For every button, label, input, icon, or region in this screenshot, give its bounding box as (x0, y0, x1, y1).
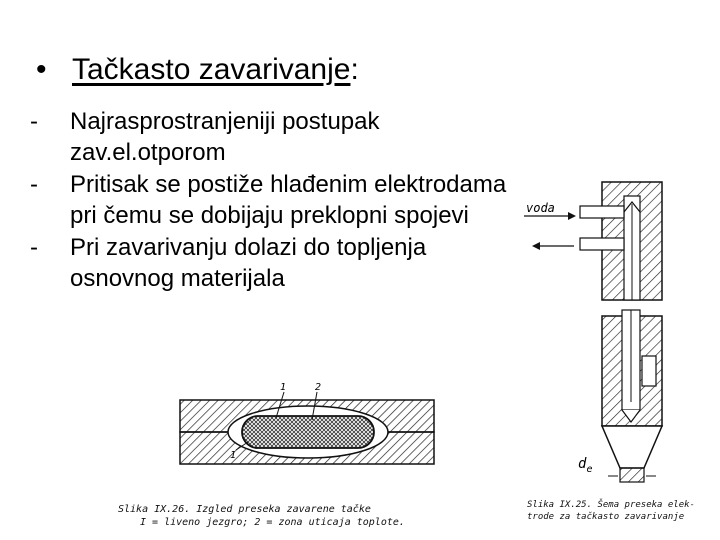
slide-title-suffix: : (350, 53, 359, 86)
label-1-lower: 1 (230, 450, 237, 461)
slide-title (36, 50, 359, 90)
bullet-list (30, 106, 530, 295)
electrode-tip (602, 426, 662, 482)
weld-section-figure (172, 378, 442, 498)
left-figure-caption (118, 503, 448, 529)
list-item (30, 232, 530, 294)
caption-line: Slika IX.25. Šema preseka elek- (527, 500, 695, 510)
list-item (30, 106, 530, 168)
right-figure-caption (527, 499, 717, 523)
lower-electrode (602, 310, 662, 426)
diameter-label: $d_e$ (578, 456, 593, 475)
list-item-text: Pritisak se postiže hlađenim elektrodama pri čemu se dobijaju preklopni spojevi (70, 171, 507, 229)
list-item (30, 169, 530, 231)
caption-line: trode za tačkasto zavarivanje (527, 512, 685, 522)
caption-line: I = liveno jezgro; 2 = zona uticaja toplote. (140, 517, 405, 528)
slide-title-text: Tačkasto zavarivanje (72, 53, 351, 86)
water-label: voda (526, 201, 555, 215)
list-item-text: Pri zavarivanju dolazi do topljenja osnovnog materijala (70, 234, 427, 292)
bullet-icon: • (36, 53, 47, 86)
dash-marker: - (30, 171, 38, 198)
label-2: 2 (315, 382, 322, 393)
label-1: 1 (280, 382, 287, 393)
dash-marker: - (30, 234, 38, 261)
electrode-figure (518, 176, 718, 496)
weld-nugget (242, 416, 374, 448)
dash-marker: - (30, 108, 38, 135)
caption-line: Slika IX.26. Izgled preseka zavarene tačke (118, 504, 371, 515)
list-item-text: Najrasprostranjeniji postupak zav.el.otporom (70, 108, 380, 166)
